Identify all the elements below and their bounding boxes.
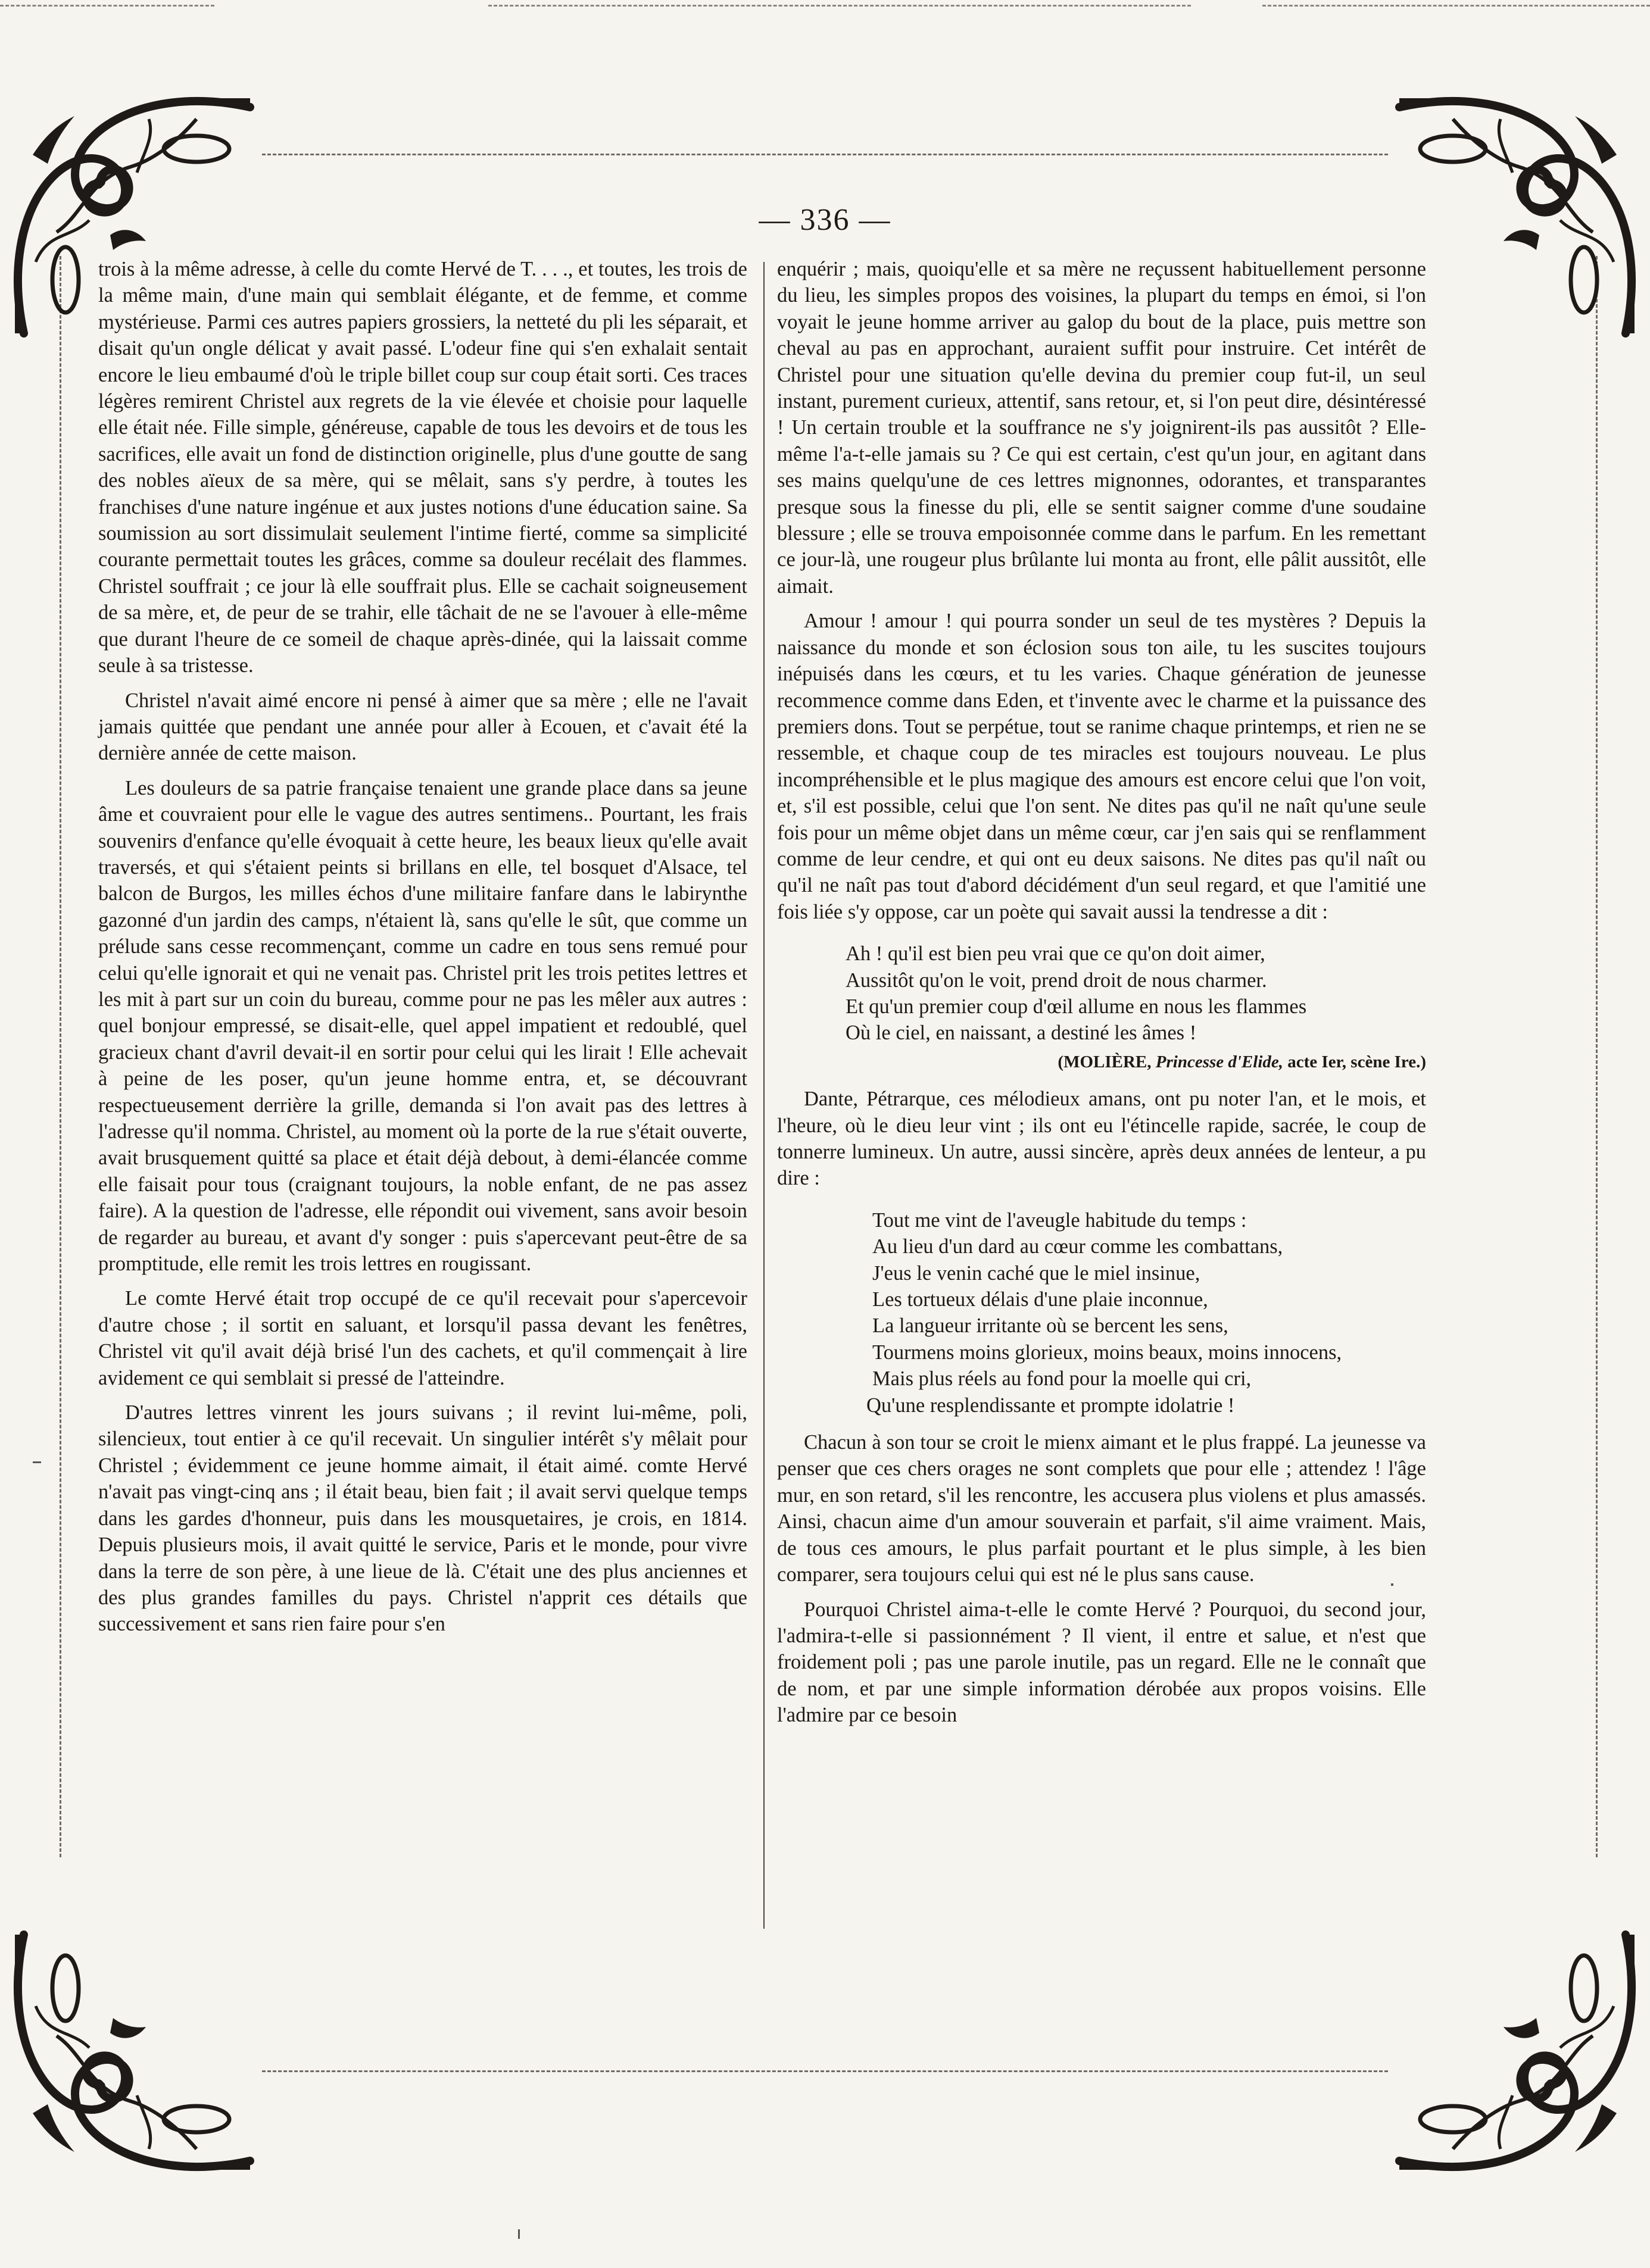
column-divider <box>763 262 765 1929</box>
page-border-right <box>1596 256 1598 1857</box>
paragraph: Le comte Hervé était trop occupé de ce qu'il recevait pour s'apercevoir d'autre chose ; il sortit en saluant, et lorsqu'il passa devant les fenêtres, Christel vit qu'il avait déjà brisé l'un des cachets, et qu'il commençait à lire avidement ce qui semblait si pressé de l'atteindre. <box>98 1287 747 1389</box>
page-number: — 336 — <box>759 203 891 237</box>
verse-line: Aussitôt qu'on le voit, prend droit de nous charmer. <box>846 969 1267 992</box>
verse-line: Où le ciel, en naissant, a destiné les âmes ! <box>846 1021 1197 1045</box>
verse-line: Au lieu d'un dard au cœur comme les combattans, <box>872 1235 1283 1258</box>
verse-line: J'eus le venin caché que le miel insinue, <box>872 1261 1200 1285</box>
paragraph: Chacun à son tour se croit le mienx aimant et le plus frappé. La jeunesse va penser que ces chers orages ne sont complets que pour elle ; attendez ! l'âge mur, en son retard, s'il les rencontre, les accusera plus violens et plus amassés. Ainsi, chacun aime d'un amour souverain et parfait, s'il aime vraiment. Mais, de tous ces amours, le plus parfait pourtant et le plus simple, à les bien comparer, sera toujours celui qui est né le plus sans cause. <box>777 1431 1426 1586</box>
paragraph: Pourquoi Christel aima-t-elle le comte Hervé ? Pourquoi, du second jour, l'admira-t-elle si passionnément ? Il vient, il entre et salue, et n'est que froidement poli ; pas une parole inutile, pas un regard. Elle ne le connaît que de nom, et par une simple information dérobée aux propos voisins. Elle l'admire par ce besoin <box>777 1598 1426 1727</box>
verse-line: Mais plus réels au fond pour la moelle qui cri, <box>872 1367 1252 1391</box>
page-border-left <box>60 256 61 1857</box>
verse-line: Tourmens moins glorieux, moins beaux, moins innocens, <box>872 1341 1342 1364</box>
verse-quotation <box>777 1207 1426 1419</box>
verse-quotation-moliere <box>777 941 1426 1075</box>
corner-ornament-bottom-left <box>0 1923 262 2185</box>
verse-citation <box>777 1049 1426 1075</box>
top-edge-rule-middle <box>488 5 1191 7</box>
paragraph: trois à la même adresse, à celle du comte Hervé de T. . . ., et toutes, les trois de la même main, d'une main qui semblait élégante, et de femme, et comme mystérieuse. Parmi ces autres papiers grossiers, la netteté du pli les séparait, et disait qu'un ongle délicat y avait passé. L'odeur fine qui s'en exhalait sentait encore le lieu embaumé d'où le triple billet coup sur coup était sorti. Ces traces légères remirent Christel aux regrets de la vie élevée et choisie pour laquelle elle était née. Fille simple, généreuse, capable de tous les devoirs et de tous les sacrifices, elle avait un fond de distinction originelle, plus d'une goutte de sang des nobles aïeux de sa mère, qui se mêlait, sans s'y perdre, à toutes les franchises d'une nature ingénue et aux justes notions d'une éducation saine. Sa soumission au sort dissimulait seulement l'intime fierté, comme sa simplicité courante permettait toutes les grâces, comme sa douleur recélait des flammes. Christel souffrait ; ce jour là elle souffrait plus. Elle se cachait soigneusement de sa mère, et, de peur de se trahir, elle tâchait de ne se l'avouer à elle-même que durant l'heure de ce someil de chaque après-dinée, qui la laissait comme seule à sa tristesse. <box>98 258 747 677</box>
top-edge-rule-right <box>1262 5 1650 7</box>
margin-mark <box>518 2229 520 2239</box>
paragraph: enquérir ; mais, quoiqu'elle et sa mère ne reçussent habituellement personne du lieu, les simples propos des voisines, la plupart du temps en émoi, si l'on voyait le jeune homme arriver au galop du bout de la place, puis mettre son cheval au pas en approchant, auraient suffit pour instruire. Cet intérêt de Christel pour une situation qu'elle devina du premier coup fut-il, un seul instant, purement curieux, attentif, sans retour, et, si l'on peut dire, désintéressé ! Un certain trouble et la souffrance ne s'y joignirent-ils pas aussitôt ? Elle-même l'a-t-elle jamais su ? Ce qui est certain, c'est qu'un jour, en agitant dans ses mains quelqu'une de ces lettres mignonnes, odorantes, et transparantes presque sous la finesse du pli, elle se sentit saigner comme d'une soudaine blessure ; elle se trouva empoisonnée comme dans le parfum. En les remettant ce jour-là, une rougeur plus brûlante lui monta au front, elle pâlit aussitôt, elle aimait. <box>777 258 1426 598</box>
margin-mark <box>33 1461 41 1463</box>
verse-line: Tout me vint de l'aveugle habitude du temps : <box>872 1208 1247 1232</box>
paragraph: Christel n'avait aimé encore ni pensé à aimer que sa mère ; elle ne l'avait jamais quittée que pendant une année pour aller à Ecouen, et c'avait été la dernière année de cette maison. <box>98 689 747 765</box>
top-edge-rule-left <box>0 5 214 7</box>
corner-ornament-bottom-right <box>1387 1923 1649 2185</box>
verse-line: Ah ! qu'il est bien peu vrai que ce qu'on doit aimer, <box>846 942 1265 966</box>
paragraph: Amour ! amour ! qui pourra sonder un seul de tes mystères ? Depuis la naissance du monde et son éclosion sous ton aile, tu les suscites toujours inépuisés dans les cœurs, et tu les varies. Chaque génération de jeunesse recommence comme dans Eden, et t'invente avec le charme et la puissance des premiers dons. Tout se perpétue, tout se ranime chaque printemps, et rien ne se ressemble, et chaque coup de tes miracles est toujours nouveau. Le plus incompréhensible et le plus magique des amours est encore celui que l'on voit, et, s'il est possible, celui que l'on sent. Ne dites pas qu'il ne naît qu'une seule fois pour un même objet dans un même cœur, car j'en sais qui se renflamment comme de leur cendre, et qui ont eu deux saisons. Ne dites pas qu'il naît ou qu'il ne naît pas tout d'abord décidément d'un seul regard, et que l'amitié une fois liée s'y oppose, car un poète qui savait aussi la tendresse a dit : <box>777 610 1426 923</box>
paragraph: Dante, Pétrarque, ces mélodieux amans, ont pu noter l'an, et le mois, et l'heure, où le dieu leur vint ; ils ont eu l'étincelle rapide, sacrée, le coup de tonnerre lumineux. Un autre, aussi sincère, après deux années de lenteur, a pu dire : <box>777 1088 1426 1190</box>
left-column <box>98 256 747 1646</box>
verse-line: Les tortueux délais d'une plaie inconnue, <box>872 1288 1208 1311</box>
citation-author: (MOLIÈRE, <box>1058 1052 1152 1071</box>
citation-location: acte Ier, scène Ire.) <box>1287 1052 1426 1071</box>
right-column <box>777 256 1426 1737</box>
paragraph: Les douleurs de sa patrie française tenaient une grande place dans sa jeune âme et couvraient pour elle le vague des autres sentimens.. Pourtant, les frais souvenirs d'enfance qu'elle évoquait à cette heure, les beaux lieux qu'elle avait traversés, et qui s'étaient peints si brillans en elle, tel bosquet d'Alsace, tel balcon de Burgos, les milles échos d'une militaire fanfare dans le labirynthe gazonné d'un jardin des camps, n'étaient là, sans qu'elle le sût, que comme un prélude sans cesse recommençant, comme un cadre en tous sens remué pour celui qu'elle ignorait et qui ne venait pas. Christel prit les trois petites lettres et les mit à part sur un coin du bureau, comme pour ne pas les mêler aux autres : quel bonjour empressé, se disait-elle, quel appel impatient et redoublé, quel gracieux chant d'avril devait-il en sortir pour celui qui les lirait ! Elle achevait à peine de les poser, qu'un jeune homme entra, et, se découvrant respectueusement derrière la grille, demanda si l'on avait pas des lettres à l'adresse qu'il nomma. Christel, au moment où la porte de la rue s'était ouverte, avait brusquement quitté sa place et était déjà debout, à demi-élancée comme elle faisait pour tous (craignant toujours, la noble enfant, de ne pas assez faire). A la question de l'adresse, elle répondit oui vivement, sans avoir besoin de regarder au bureau, et avant d'y songer : puis s'apercevant peut-être de sa promptitude, elle remit les trois lettres en rougissant. <box>98 776 747 1276</box>
page-border-top <box>262 154 1388 155</box>
verse-line: Qu'une resplendissante et prompte idolatrie ! <box>866 1394 1235 1417</box>
citation-work: Princesse d'Elide, <box>1155 1052 1284 1071</box>
page-border-bottom <box>262 2070 1388 2072</box>
verse-line: La langueur irritante où se bercent les sens, <box>872 1314 1228 1338</box>
verse-line: Et qu'un premier coup d'œil allume en nous les flammes <box>846 995 1307 1018</box>
paragraph: D'autres lettres vinrent les jours suivans ; il revint lui-même, poli, silencieux, tout entier à ce qu'il recevait. Un singulier intérêt s'y mêlait pour Christel ; évidemment ce jeune homme aimait, il était aimé. comte Hervé n'avait pas vingt-cinq ans ; il était beau, bien fait ; il avait servi quelque temps dans les gardes d'honneur, puis dans les mousquetaires, je crois, en 1814. Depuis plusieurs mois, il avait quitté le service, Paris et le monde, pour vivre dans la terre de son père, à une lieue de là. C'était une des plus anciennes et des plus grandes familles du pays. Christel n'apprit ces détails que successivement et sans rien faire pour s'en <box>98 1401 747 1636</box>
margin-mark <box>1391 1583 1393 1586</box>
